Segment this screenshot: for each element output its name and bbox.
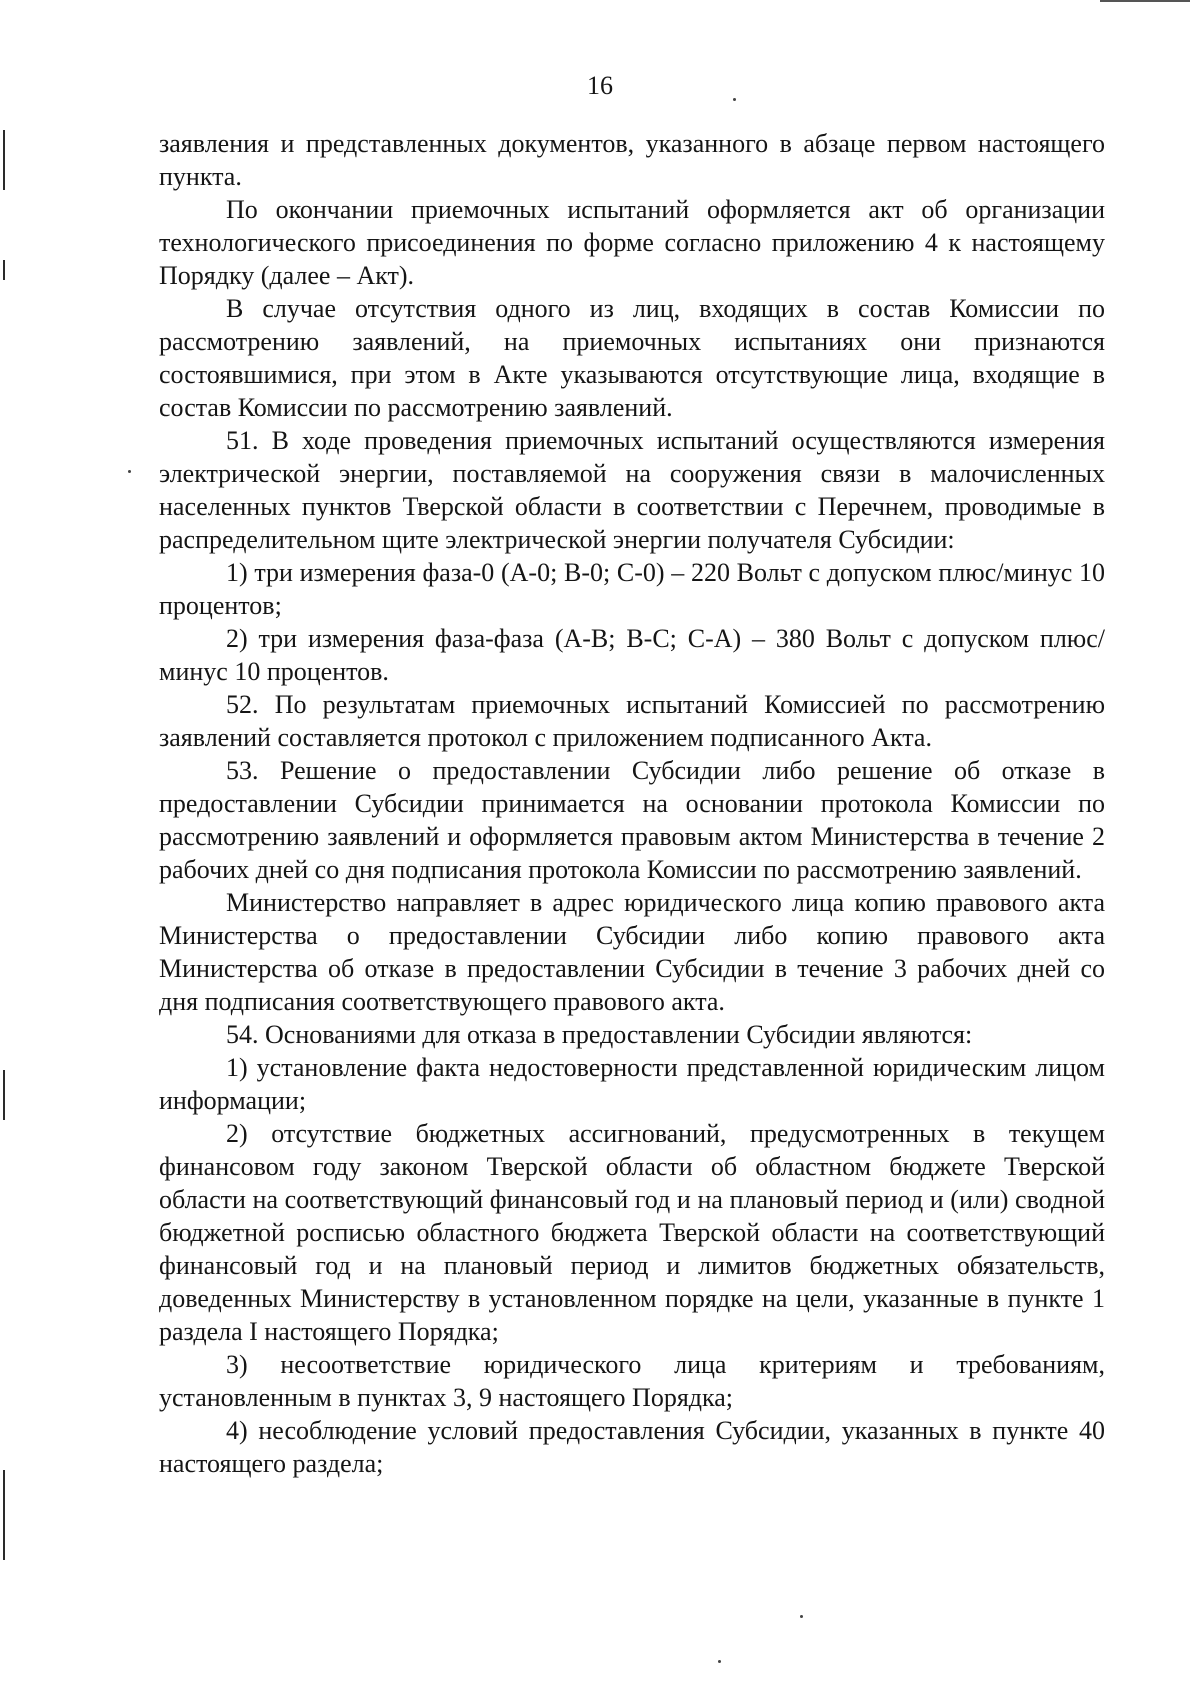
page-number: 16 — [587, 71, 613, 100]
document-body — [159, 127, 1105, 1480]
scan-speck — [718, 1660, 721, 1663]
scan-edge-mark — [3, 260, 5, 280]
clause-54-item-1: 1) установление факта недостоверности представленной юридическим лицом информации; — [159, 1053, 1105, 1115]
clause-54-item-4: 4) несоблюдение условий предоставления Субсидии, указанных в пункте 40 настоящего раздела; — [159, 1416, 1105, 1478]
paragraph-ministry-notice: Министерство направляет в адрес юридического лица копию правового акта Министерства о предоставлении Субсидии либо копию правового акта Министерства об отказе в предоставлении Субсидии в течение 3 рабочих дней со дня подписания соответствующего правового акта. — [159, 888, 1105, 1016]
clause-53: 53. Решение о предоставлении Субсидии либо решение об отказе в предоставлении Субсидии принимается на основании протокола Комиссии по рассмотрению заявлений и оформляется правовым актом Министерства в течение 2 рабочих дней со дня подписания протокола Комиссии по рассмотрению заявлений. — [159, 756, 1105, 884]
paragraph-act-issuance: По окончании приемочных испытаний оформляется акт об организации технологического присоединения по форме согласно приложению 4 к настоящему Порядку (далее – Акт). — [159, 195, 1105, 290]
clause-54: 54. Основаниями для отказа в предоставлении Субсидии являются: — [226, 1020, 973, 1049]
clause-54-item-3: 3) несоответствие юридического лица критериям и требованиям, установленным в пунктах 3, 9 настоящего Порядка; — [159, 1350, 1105, 1412]
scan-speck — [800, 1615, 803, 1618]
paragraph-absence-of-members: В случае отсутствия одного из лиц, входящих в состав Комиссии по рассмотрению заявлений, на приемочных испытаниях они признаются состоявшимися, при этом в Акте указываются отсутствующие лица, входящие в состав Комиссии по рассмотрению заявлений. — [159, 294, 1105, 422]
clause-51: 51. В ходе проведения приемочных испытаний осуществляются измерения электрической энергии, поставляемой на сооружения связи в малочисленных населенных пунктов Тверской области в соответствии с Перечнем, проводимые в распределительном щите электрической энергии получателя Субсидии: — [159, 426, 1105, 554]
scan-edge-mark — [3, 1070, 5, 1120]
scan-edge-mark — [1100, 0, 1190, 2]
paragraph-continuation: заявления и представленных документов, указанного в абзаце первом настоящего пункта. — [159, 129, 1105, 191]
scan-speck — [128, 470, 131, 473]
clause-54-item-2: 2) отсутствие бюджетных ассигнований, предусмотренных в текущем финансовом году законом Тверской области об областном бюджете Тверской области на соответствующий финансовый год и на плановый период и (или) сводной бюджетной росписью областного бюджета Тверской области на соответствующий финансовый год и на плановый период и лимитов бюджетных обязательств, доведенных Министерству в установленном порядке на цели, указанные в пункте 1 раздела I настоящего Порядка; — [159, 1119, 1105, 1346]
clause-52: 52. По результатам приемочных испытаний Комиссией по рассмотрению заявлений составляется протокол с приложением подписанного Акта. — [159, 690, 1105, 752]
clause-51-item-2: 2) три измерения фаза-фаза (А-В; В-С; С-А) – 380 Вольт с допуском плюс/минус 10 процентов. — [159, 624, 1105, 686]
scan-edge-mark — [3, 1470, 5, 1560]
clause-51-item-1: 1) три измерения фаза-0 (А-0; В-0; С-0) – 220 Вольт с допуском плюс/минус 10 процентов; — [159, 558, 1105, 620]
scan-edge-mark — [3, 130, 5, 190]
